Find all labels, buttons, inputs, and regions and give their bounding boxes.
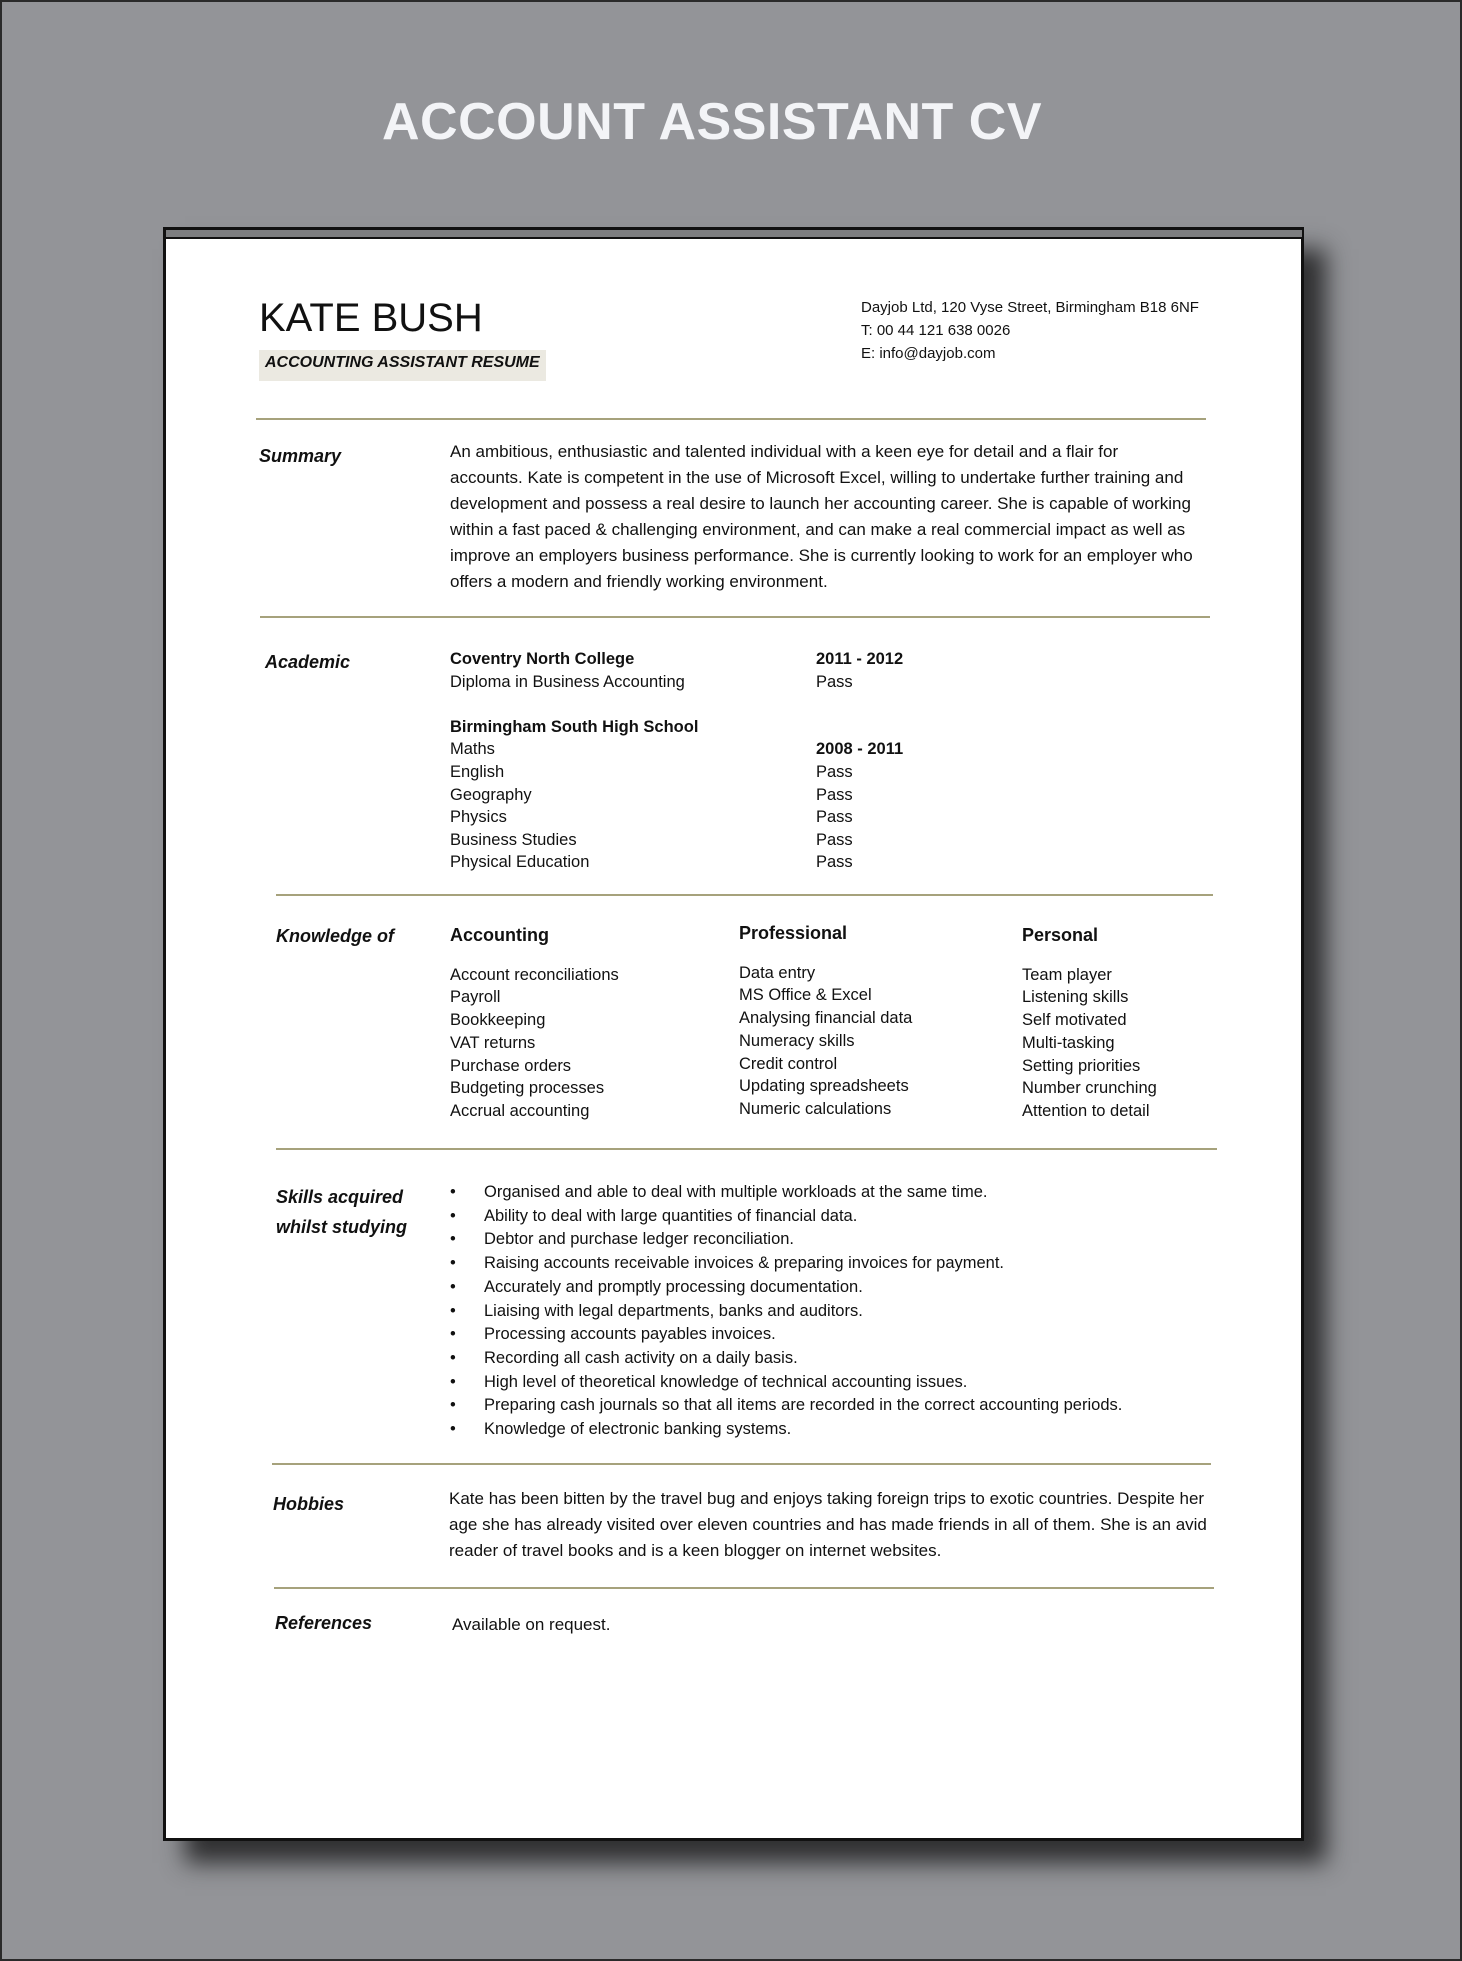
page-top-bar <box>166 230 1302 239</box>
divider <box>260 616 1210 618</box>
references-text: Available on request. <box>452 1615 611 1634</box>
bullet-icon: • <box>450 1325 456 1344</box>
skill-item: • Recording all cash activity on a daily basis. <box>450 1347 1210 1371</box>
knowledge-item: MS Office & Excel <box>739 986 872 1005</box>
knowledge-item: Payroll <box>450 988 501 1007</box>
knowledge-item: Updating spreadsheets <box>739 1077 909 1096</box>
school-result: Pass <box>816 808 853 827</box>
knowledge-column-professional <box>739 922 999 1121</box>
contact-address: Dayjob Ltd, 120 Vyse Street, Birmingham B18 6NF <box>861 299 1199 316</box>
summary-text: An ambitious, enthusiastic and talented individual with a keen eye for detail and a flair for accounts. Kate is competent in the use of Microsoft Excel, willing to undertake further training and development and possess a real desire to launch her accounting career. She is capable of working within a fast paced & challenging environment, and can make a real commercial impact as well as improve an employers business performance. She is currently looking to work for an employer who offers a modern and friendly working environment. <box>450 442 1193 591</box>
academic-block <box>450 648 970 874</box>
knowledge-item: Purchase orders <box>450 1056 572 1075</box>
knowledge-item: Accrual accounting <box>450 1101 590 1120</box>
knowledge-item: Listening skills <box>1022 988 1129 1007</box>
knowledge-heading: Accounting <box>450 925 549 945</box>
knowledge-item: Bookkeeping <box>450 1011 546 1030</box>
divider <box>272 1463 1211 1465</box>
hobbies-text: Kate has been bitten by the travel bug and enjoys taking foreign trips to exotic countries. Despite her age she has already visited over eleven countries and has made friends in all of them. She is an avid reader of travel books and is a keen blogger on internet websites. <box>449 1489 1207 1560</box>
knowledge-item: Account reconciliations <box>450 965 619 984</box>
divider <box>256 418 1206 420</box>
section-label-summary: Summary <box>259 446 342 466</box>
school-years: 2008 - 2011 <box>816 740 904 759</box>
college-name: Coventry North College <box>450 650 635 668</box>
knowledge-item: Analysing financial data <box>739 1009 913 1028</box>
school-subject: English <box>450 762 505 781</box>
bullet-icon: • <box>450 1420 456 1439</box>
skill-item: • High level of theoretical knowledge of technical accounting issues. <box>450 1371 1210 1395</box>
bullet-icon: • <box>450 1206 456 1225</box>
section-label-knowledge: Knowledge of <box>276 926 394 946</box>
knowledge-item: Numeric calculations <box>739 1099 892 1118</box>
resume-page <box>163 227 1304 1841</box>
college-course: Diploma in Business Accounting <box>450 672 685 691</box>
knowledge-item: VAT returns <box>450 1033 536 1052</box>
school-result: Pass <box>816 853 853 872</box>
resume-subtitle: ACCOUNTING ASSISTANT RESUME <box>259 350 546 381</box>
school-subject: Physics <box>450 808 507 827</box>
candidate-name: KATE BUSH <box>259 296 483 340</box>
contact-email: E: info@dayjob.com <box>861 345 996 362</box>
school-result: Pass <box>816 830 853 849</box>
contact-phone: T: 00 44 121 638 0026 <box>861 322 1011 339</box>
skill-item: • Liaising with legal departments, banks and auditors. <box>450 1300 1210 1324</box>
school-subject: Geography <box>450 785 532 804</box>
divider <box>276 894 1213 896</box>
bullet-icon: • <box>450 1254 456 1273</box>
bullet-icon: • <box>450 1277 456 1296</box>
divider <box>276 1148 1217 1150</box>
skill-item: • Debtor and purchase ledger reconciliation. <box>450 1228 1210 1252</box>
contact-block <box>861 296 1199 365</box>
knowledge-item: Team player <box>1022 965 1112 984</box>
college-years: 2011 - 2012 <box>816 650 904 668</box>
knowledge-item: Credit control <box>739 1054 838 1073</box>
school-subject: Maths <box>450 740 495 759</box>
skill-item: • Preparing cash journals so that all items are recorded in the correct accounting periods. <box>450 1394 1210 1418</box>
school-result: Pass <box>816 785 853 804</box>
school-name: Birmingham South High School <box>450 717 699 736</box>
knowledge-item: Budgeting processes <box>450 1079 605 1098</box>
skill-item: • Processing accounts payables invoices. <box>450 1323 1210 1347</box>
knowledge-column-personal <box>1022 924 1222 1123</box>
knowledge-heading: Professional <box>739 923 848 943</box>
section-label-references: References <box>275 1613 373 1633</box>
divider <box>274 1587 1214 1589</box>
school-subject: Physical Education <box>450 853 590 872</box>
school-subject: Business Studies <box>450 830 577 849</box>
knowledge-column-accounting <box>450 924 710 1123</box>
school-result: Pass <box>816 762 853 781</box>
knowledge-item: Setting priorities <box>1022 1056 1141 1075</box>
bullet-icon: • <box>450 1230 456 1249</box>
skill-item: • Organised and able to deal with multiple workloads at the same time. <box>450 1181 1210 1205</box>
bullet-icon: • <box>450 1372 456 1391</box>
skill-item: • Knowledge of electronic banking systems. <box>450 1418 1210 1442</box>
skill-item: • Raising accounts receivable invoices & preparing invoices for payment. <box>450 1252 1210 1276</box>
college-result: Pass <box>816 672 853 691</box>
knowledge-item: Numeracy skills <box>739 1031 855 1050</box>
banner-title: ACCOUNT ASSISTANT CV <box>382 93 1042 151</box>
section-label-skills: Skills acquired whilst studying <box>276 1187 408 1237</box>
skill-item: • Ability to deal with large quantities of financial data. <box>450 1205 1210 1229</box>
knowledge-item: Data entry <box>739 963 816 982</box>
bullet-icon: • <box>450 1301 456 1320</box>
bullet-icon: • <box>450 1183 456 1201</box>
knowledge-item: Attention to detail <box>1022 1101 1150 1120</box>
knowledge-item: Number crunching <box>1022 1079 1157 1098</box>
skill-item: • Accurately and promptly processing documentation. <box>450 1276 1210 1300</box>
knowledge-item: Multi-tasking <box>1022 1033 1115 1052</box>
knowledge-heading: Personal <box>1022 925 1099 945</box>
knowledge-item: Self motivated <box>1022 1011 1127 1030</box>
section-label-hobbies: Hobbies <box>273 1494 345 1514</box>
bullet-icon: • <box>450 1348 456 1367</box>
skills-list <box>450 1181 1210 1442</box>
section-label-academic: Academic <box>265 652 351 672</box>
bullet-icon: • <box>450 1396 456 1415</box>
